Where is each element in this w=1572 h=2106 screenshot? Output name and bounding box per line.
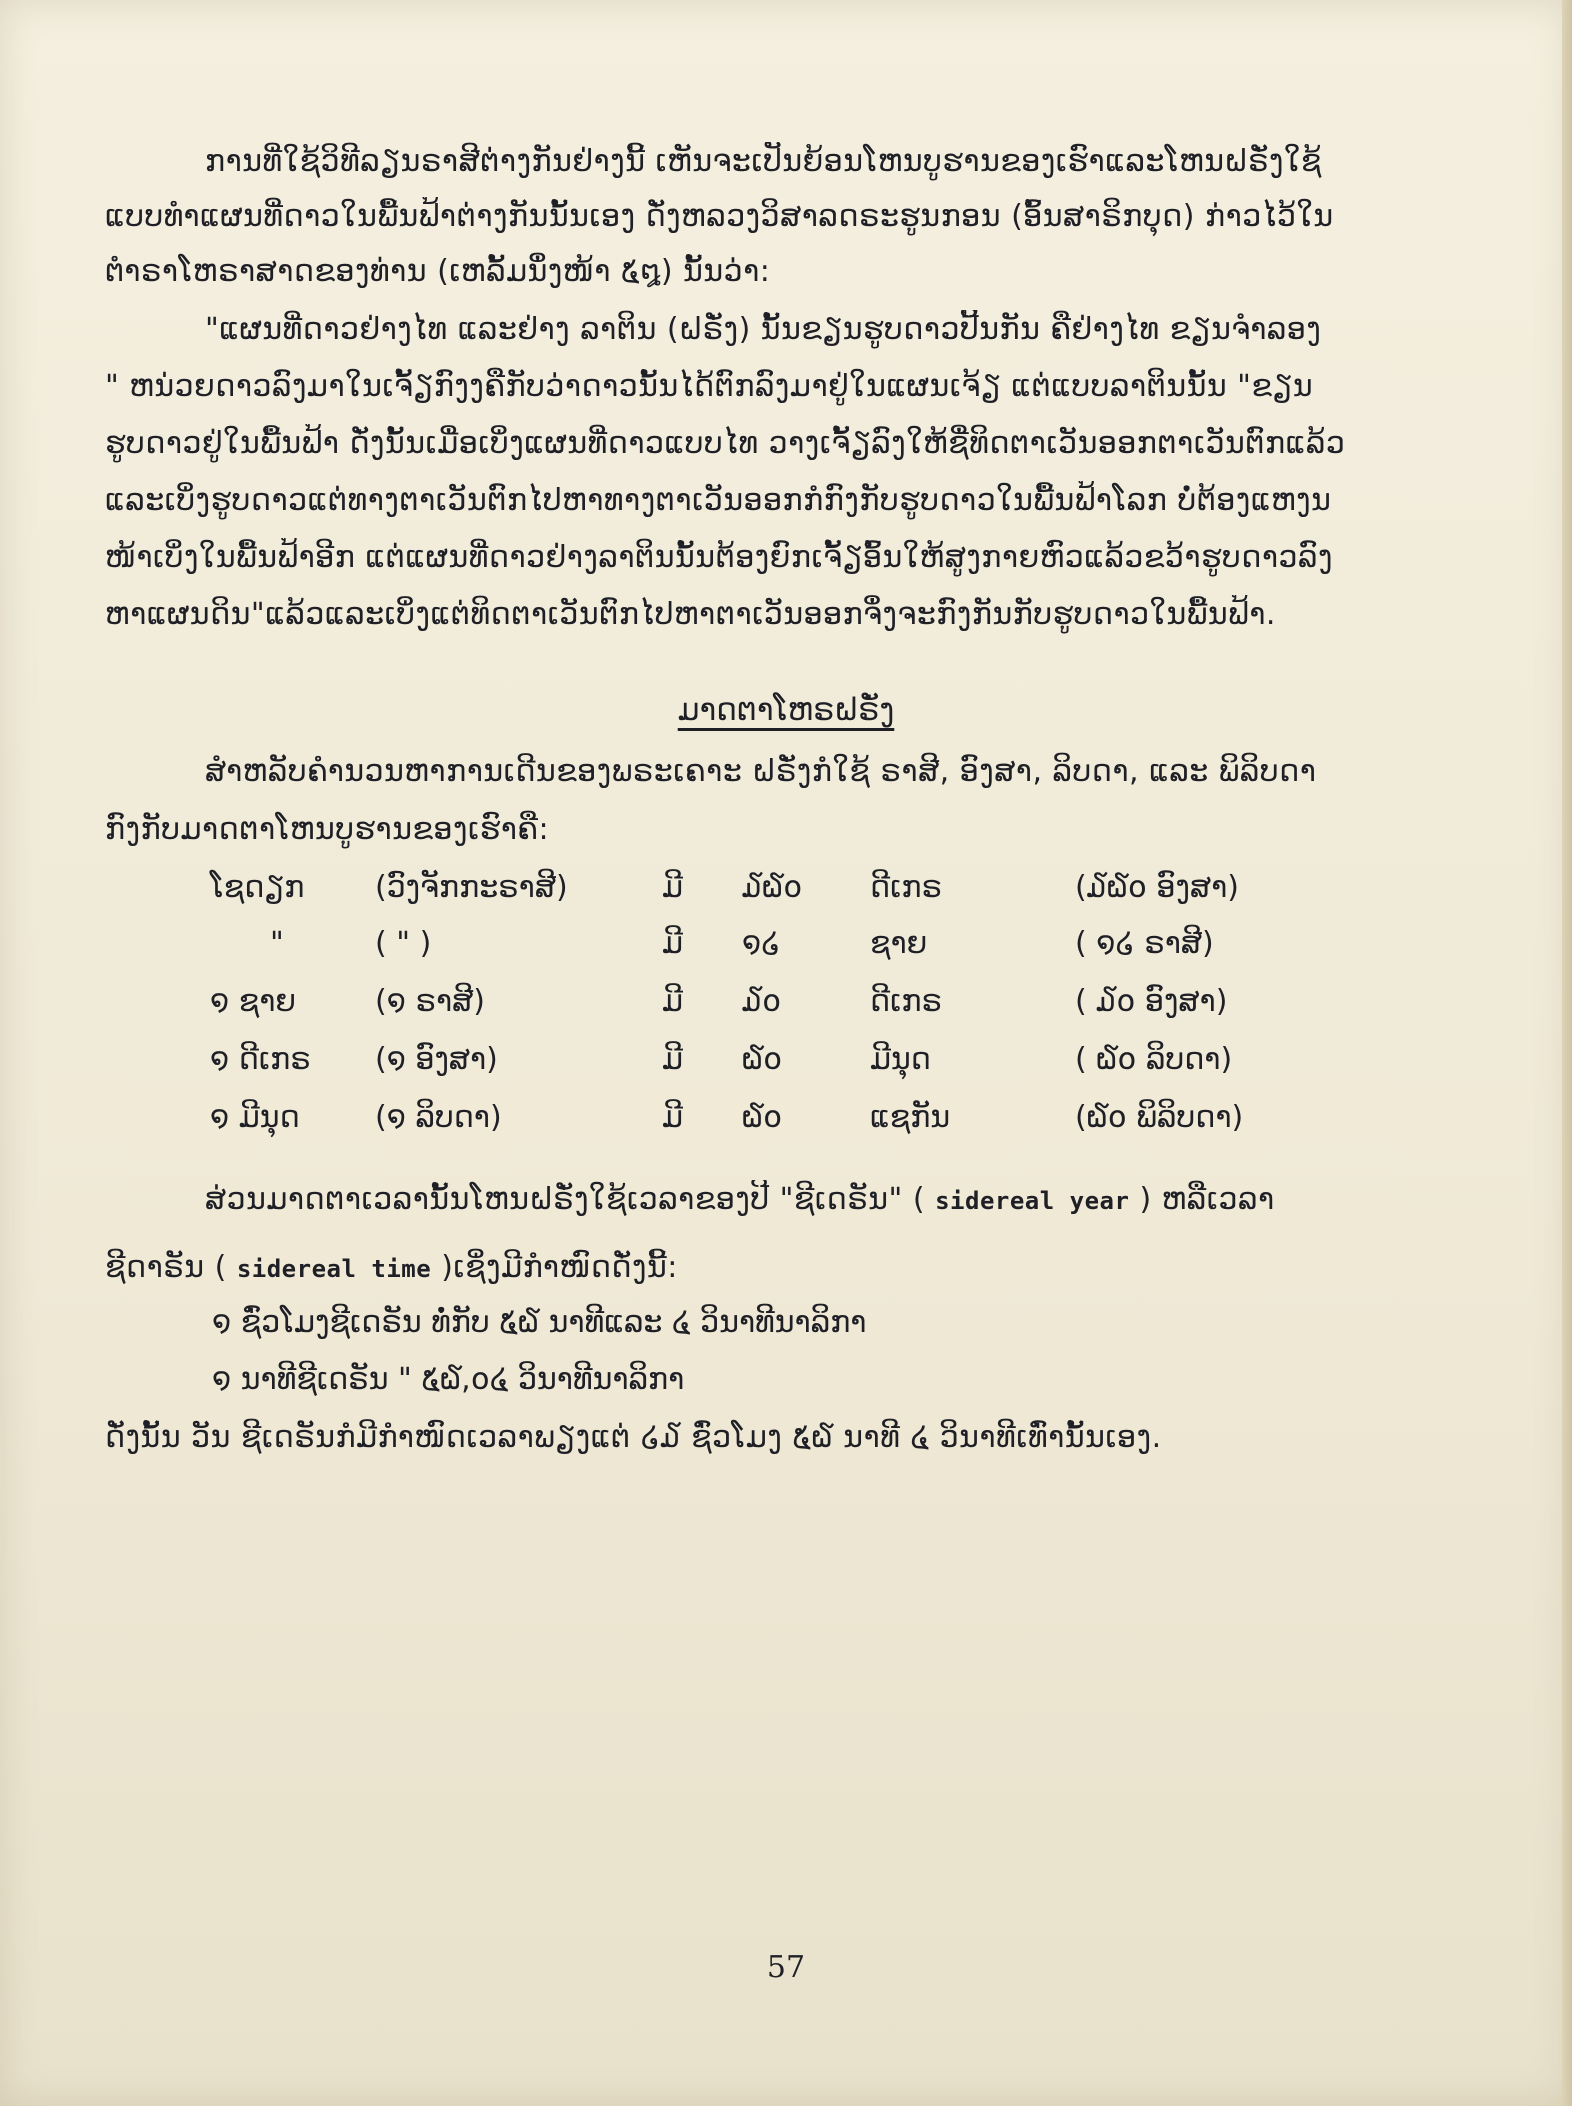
table-cell-count: ໖໐ — [742, 1100, 783, 1135]
table-cell-count: ໖໐ — [742, 1042, 783, 1077]
table-cell-count: ໓໐ — [742, 984, 782, 1019]
time-line: ໑ ຊົ່ວໂມງຊີເດຣັນ ທໍ່ກັບ ໕໖ ນາທີແລະ ໔ ວິນາທີນາລິກາ — [212, 1305, 867, 1340]
table-cell-unit-gloss: (ວົງຈັກກະຣາສີ) — [375, 870, 568, 905]
paragraph-3-line-1: ສຳຫລັບຄຳນວນຫາການເດີນຂອງພຣະເຄາະ ຝຣັ່ງກໍໃຊ້ ຣາສີ, ອົງສາ, ລິບດາ, ແລະ ພິລິບດາ — [205, 754, 1317, 789]
paragraph-3-line-2: ກົງກັບມາດຕາໂຫນບູຮານຂອງເຮົາຄື: — [105, 812, 550, 847]
paragraph-2-line-4: ແລະເບິ່ງຮູບດາວແຕ່ທາງຕາເວັນຕົກໄປຫາທາງຕາເວັນອອກກໍກົງກັບຮູບດາວໃນພື້ນຟ້າໂລກ ບໍ່ຕ້ອງແຫງນ — [105, 483, 1332, 518]
section-heading — [0, 690, 1572, 730]
table-cell-unit-gloss: (໑ ອົງສາ) — [375, 1042, 498, 1077]
paragraph-4-line-2 — [105, 1248, 1480, 1289]
paragraph-4-line-1-end: ) ຫລືເວລາ — [1139, 1182, 1275, 1217]
table-cell-subunit: ມີນຸດ — [870, 1042, 931, 1077]
table-cell-subunit: ແຊກັນ — [870, 1100, 951, 1135]
table-cell-subunit-gloss: (໓໖໐ ອົງສາ) — [1075, 870, 1239, 905]
table-cell-unit: ໑ ມີນຸດ — [210, 1100, 300, 1135]
table-cell-has: ມີ — [662, 1100, 684, 1135]
table-cell-has: ມີ — [662, 870, 684, 905]
paragraph-1-line-3: ຕຳຣາໂຫຣາສາດຂອງທ່ານ (ເຫລັ້ມນຶ່ງໜ້າ ໕໘) ນັ້ນວ່າ: — [105, 254, 771, 289]
paragraph-1-line-1: ການທີ່ໃຊ້ວິທີລຽນຣາສີຕ່າງກັນຢ່າງນີ້ ເຫັນຈະເປັນຍ້ອນໂຫນບູຮານຂອງເຮົາແລະໂຫນຝຣັ່ງໃຊ້ — [205, 144, 1322, 179]
table-cell-unit: " — [270, 926, 284, 961]
paragraph-4-line-2-text: ຊີດາຣັນ ( — [105, 1250, 227, 1285]
table-cell-subunit: ດີເກຣ — [870, 984, 942, 1019]
table-cell-count: ໑໒ — [742, 926, 781, 961]
table-cell-subunit-gloss: ( ໑໒ ຣາສີ) — [1075, 926, 1214, 961]
paragraph-4-line-1 — [205, 1180, 1572, 1221]
table-cell-unit: ໑ ຊາຍ — [210, 984, 297, 1019]
paragraph-4-line-2-end: )ເຊິ່ງມີກຳໜົດດັ່ງນີ້: — [441, 1250, 678, 1285]
table-cell-subunit-gloss: ( ໓໐ ອົງສາ) — [1075, 984, 1228, 1019]
table-cell-subunit-gloss: ( ໖໐ ລິບດາ) — [1075, 1042, 1233, 1077]
paragraph-2-line-2: " ຫນ່ວຍດາວລົງມາໃນເຈັ້ຽກົງງຄືກັບວ່າດາວນັ້ນໄດ້ຕົກລົງມາຢູ່ໃນແຜນເຈ້ຽ ແຕ່ແບບລາຕິນນັ້ນ "ຂຽນ — [105, 369, 1314, 404]
table-cell-subunit-gloss: (໖໐ ພິລິບດາ) — [1075, 1100, 1244, 1135]
paragraph-4-line-1-text: ສ່ວນມາດຕາເວລານັ້ນໂຫນຝຣັ່ງໃຊ້ເວລາຂອງປີ "ຊີເດຣັນ" ( — [205, 1182, 926, 1217]
table-cell-has: ມີ — [662, 1042, 684, 1077]
english-term: sidereal year — [935, 1187, 1130, 1215]
paragraph-2-line-3: ຮູບດາວຢູ່ໃນພື້ນຟ້າ ດັ່ງນັ້ນເມື່ອເບິ່ງແຜນທີ່ດາວແບບໄທ ວາງເຈັ້ຽລົງໃຫ້ຊື່ທິດຕາເວັນອອກຕາເວັນຕົກແລ້ວ — [105, 426, 1346, 461]
table-cell-unit-gloss: (໑ ຣາສີ) — [375, 984, 485, 1019]
table-cell-unit: ໑ ດີເກຣ — [210, 1042, 311, 1077]
paragraph-2-line-6: ຫາແຜນດິນ"ແລ້ວແລະເບິ່ງແຕ່ທິດຕາເວັນຕົກໄປຫາຕາເວັນອອກຈຶ່ງຈະກົງກັນກັບຮູບດາວໃນພື້ນຟ້າ. — [105, 597, 1276, 632]
table-cell-unit-gloss: ( " ) — [375, 926, 432, 961]
table-cell-has: ມີ — [662, 926, 684, 961]
page-number: 57 — [766, 1950, 806, 1985]
table-cell-has: ມີ — [662, 984, 684, 1019]
table-cell-subunit: ຊາຍ — [870, 926, 928, 961]
paragraph-1-line-2: ແບບທຳແຜນທີ່ດາວໃນພື້ນຟ້າຕ່າງກັນນັ້ນເອງ ດັ່ງຫລວງວິສາລດຣະຮູນກອນ (ອົ້ນສາຣິກບຸດ) ກ່າວໄວ້ໃນ — [105, 199, 1334, 234]
time-line: ໑ ນາທີຊີເດຣັນ " ໕໖,໐໔ ວິນາທີນາລິກາ — [212, 1362, 685, 1397]
table-cell-unit: ໂຊດຽກ — [210, 870, 305, 905]
table-cell-count: ໓໖໐ — [742, 870, 803, 905]
paragraph-2-line-5: ໜ້າເບິ່ງໃນພື້ນຟ້າອີກ ແຕ່ແຜນທີ່ດາວຢ່າງລາຕິນນັ້ນຕ້ອງຍົກເຈັ້ຽອົ້ນໃຫ້ສູງກາຍຫົວແລ້ວຂວ້າຮູບດາວລົງ — [105, 540, 1333, 575]
conclusion-line: ດັ່ງນັ້ນ ວັນ ຊີເດຣັນກໍມີກຳໜົດເວລາພຽງແຕ່ ໒໓ ຊົ່ວໂມງ ໕໖ ນາທີ ໔ ວິນາທີເທົ່ານັ້ນເອງ. — [105, 1420, 1162, 1455]
paragraph-2-line-1: "ແຜນທີ່ດາວຢ່າງໄທ ແລະຢ່າງ ລາຕິນ (ຝຣັ່ງ) ນັ້ນຂຽນຮູບດາວປີ້ນກັນ ຄືຢ່າງໄທ ຂຽນຈຳລອງ — [205, 312, 1322, 347]
english-term: sidereal time — [236, 1255, 432, 1283]
table-cell-subunit: ດີເກຣ — [870, 870, 942, 905]
section-heading-text: ມາດຕາໂຫຣຝຣັ່ງ — [677, 692, 895, 728]
table-cell-unit-gloss: (໑ ລິບດາ) — [375, 1100, 502, 1135]
